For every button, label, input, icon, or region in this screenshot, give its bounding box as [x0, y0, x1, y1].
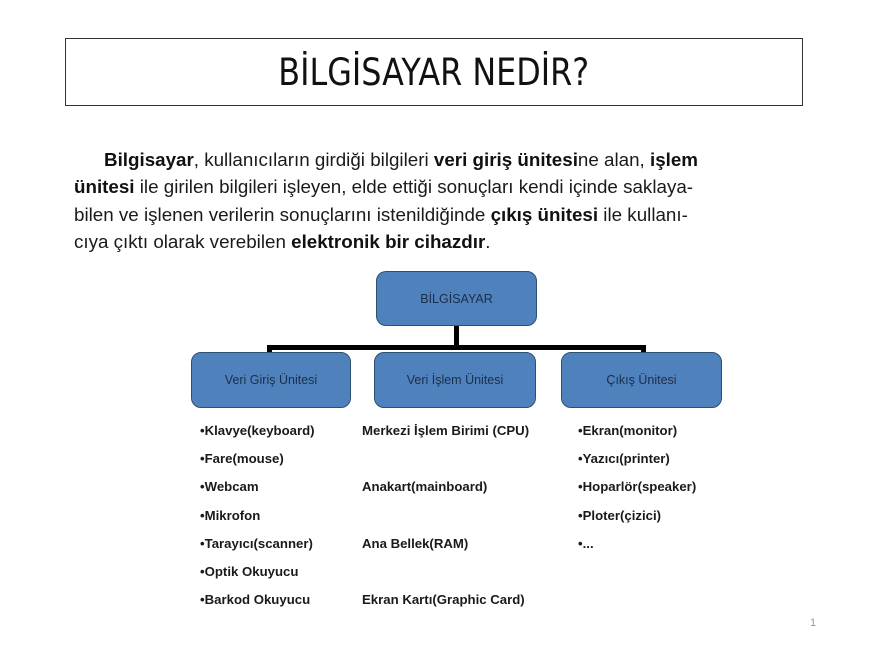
node-label: Veri İşlem Ünitesi: [406, 373, 504, 387]
list-item: •...: [578, 535, 594, 551]
node-label: BİLGİSAYAR: [420, 291, 493, 306]
text-segment: .: [485, 230, 491, 252]
text-segment: cıya çıktı olarak verebilen: [74, 230, 292, 252]
text-segment: bilen ve işlenen verilerin sonuçlarını istenildiğinde: [74, 203, 491, 225]
list-item: •Mikrofon: [200, 507, 261, 523]
list-item: •Yazıcı(printer): [578, 451, 670, 467]
diagram-node-output-unit: [561, 352, 722, 408]
bold-term: ünitesi: [74, 176, 135, 198]
list-item: •Ploter(çizici): [578, 507, 662, 523]
list-item: Merkezi İşlem Birimi (CPU): [362, 423, 530, 438]
node-label: Veri Giriş Ünitesi: [224, 373, 318, 387]
slide-title-box: [65, 38, 803, 106]
diagram-node-root: [376, 271, 537, 326]
node-label: Çıkış Ünitesi: [606, 373, 677, 387]
list-item: •Hoparlör(speaker): [578, 479, 697, 495]
definition-paragraph: [74, 146, 794, 255]
list-item: Anakart(mainboard): [362, 479, 488, 495]
paragraph-line: [74, 228, 794, 255]
list-item: •Barkod Okuyucu: [200, 592, 311, 608]
list-item: •Optik Okuyucu: [200, 564, 299, 579]
list-item: Ana Bellek(RAM): [362, 535, 469, 551]
diagram-node-processing-unit: [374, 352, 536, 408]
page-number: 1: [810, 617, 817, 629]
diagram-node-input-unit: [191, 352, 351, 408]
list-item: Ekran Kartı(Graphic Card): [362, 592, 525, 608]
paragraph-line: [74, 173, 794, 200]
bold-term: işlem: [649, 149, 699, 170]
bold-term: çıkış ünitesi: [490, 203, 599, 225]
list-item: •Fare(mouse): [200, 451, 284, 467]
paragraph-line: [74, 201, 794, 228]
bold-term: veri giriş ünitesi: [433, 149, 578, 170]
bold-term: Bilgisayar: [104, 149, 194, 170]
text-segment: ile kullanı-: [598, 203, 688, 225]
slide-title: BİLGİSAYAR NEDİR?: [278, 50, 590, 94]
list-item: •Ekran(monitor): [578, 423, 678, 438]
bold-term: elektronik bir cihazdır: [291, 230, 486, 252]
list-item: •Tarayıcı(scanner): [200, 535, 313, 551]
list-item: •Klavye(keyboard): [200, 423, 315, 438]
text-segment: ne alan,: [577, 149, 650, 170]
text-segment: , kullanıcıların girdiği bilgileri: [193, 149, 434, 170]
list-item: •Webcam: [200, 479, 259, 495]
text-segment: ile girilen bilgileri işleyen, elde ettiği sonuçları kendi içinde saklaya-: [134, 176, 694, 198]
connector-horizontal: [267, 345, 646, 350]
paragraph-line: [74, 146, 794, 173]
